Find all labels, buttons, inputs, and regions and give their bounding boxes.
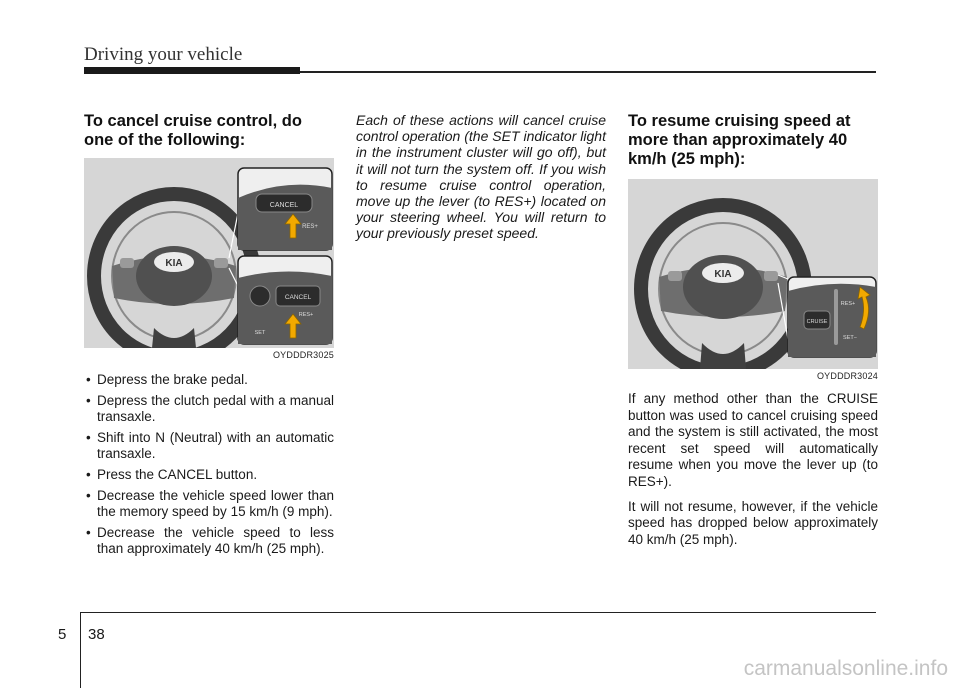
cancel-heading: To cancel cruise control, do one of the following: xyxy=(84,112,302,149)
svg-text:RES+: RES+ xyxy=(840,301,856,307)
inset-top xyxy=(238,168,332,250)
list-item: • Decrease the vehicle speed lower than the memory speed by 15 km/h (9 mph). xyxy=(84,488,334,520)
resume-paragraph: It will not resume, however, if the vehicle speed has dropped below approximately 40 km/h (25 mph). xyxy=(628,498,878,547)
list-item: • Shift into N (Neutral) with an automatic transaxle. xyxy=(84,430,334,462)
kia-logo-text: KIA xyxy=(714,269,732,280)
page-header-title: Driving your vehicle xyxy=(84,44,243,65)
cancel-note: Each of these actions will cancel cruise control operation (the SET indicator light in the instrument cluster will go off), but it will not turn the system off. If you wish to resume cruise control operation, move up the lever (to RES+) located on your steering wheel. You will return to your previously preset speed. xyxy=(356,112,606,242)
figure-resume-cruise xyxy=(628,179,878,369)
steering-wheel-illustration xyxy=(84,158,334,348)
svg-text:SET−: SET− xyxy=(843,335,857,341)
footer-rule-horizontal xyxy=(80,612,876,613)
figure-code: OYDDDR3024 xyxy=(816,371,878,381)
watermark: carmanualsonline.info xyxy=(743,657,948,680)
list-item: • Decrease the vehicle speed to less than approximately 40 km/h (25 mph). xyxy=(84,525,334,557)
figure-cancel-cruise xyxy=(84,158,334,348)
kia-logo-text: KIA xyxy=(165,258,183,269)
inset-resume xyxy=(788,277,876,357)
svg-text:CANCEL: CANCEL xyxy=(269,202,299,209)
resume-heading: To resume cruising speed at more than approximately 40 km/h (25 mph): xyxy=(628,112,851,168)
cancel-methods-list xyxy=(84,372,334,557)
svg-text:CANCEL: CANCEL xyxy=(284,294,312,301)
header-rule-accent xyxy=(84,67,300,74)
column-note xyxy=(356,112,606,242)
svg-text:RES+: RES+ xyxy=(302,224,318,230)
resume-body xyxy=(628,391,878,548)
inset-bottom xyxy=(238,256,332,344)
chapter-number: 5 xyxy=(58,626,67,643)
footer-rule-vertical xyxy=(80,612,81,688)
column-cancel xyxy=(84,112,334,562)
figure-code: OYDDDR3025 xyxy=(272,350,334,360)
steering-wheel-illustration xyxy=(628,179,878,369)
page-number: 38 xyxy=(88,626,105,643)
resume-paragraph: If any method other than the CRUISE button was used to cancel cruising speed and the system is still activated, the most recent set speed will automatically resume when you move the lever up (to RES+). xyxy=(628,391,878,489)
svg-text:SET: SET xyxy=(254,330,266,336)
svg-text:RES+: RES+ xyxy=(298,312,314,318)
column-resume xyxy=(628,112,878,556)
svg-text:CRUISE: CRUISE xyxy=(806,319,828,325)
list-item: • Press the CANCEL button. xyxy=(84,467,334,483)
list-item: • Depress the brake pedal. xyxy=(84,372,334,388)
list-item: • Depress the clutch pedal with a manual transaxle. xyxy=(84,393,334,425)
